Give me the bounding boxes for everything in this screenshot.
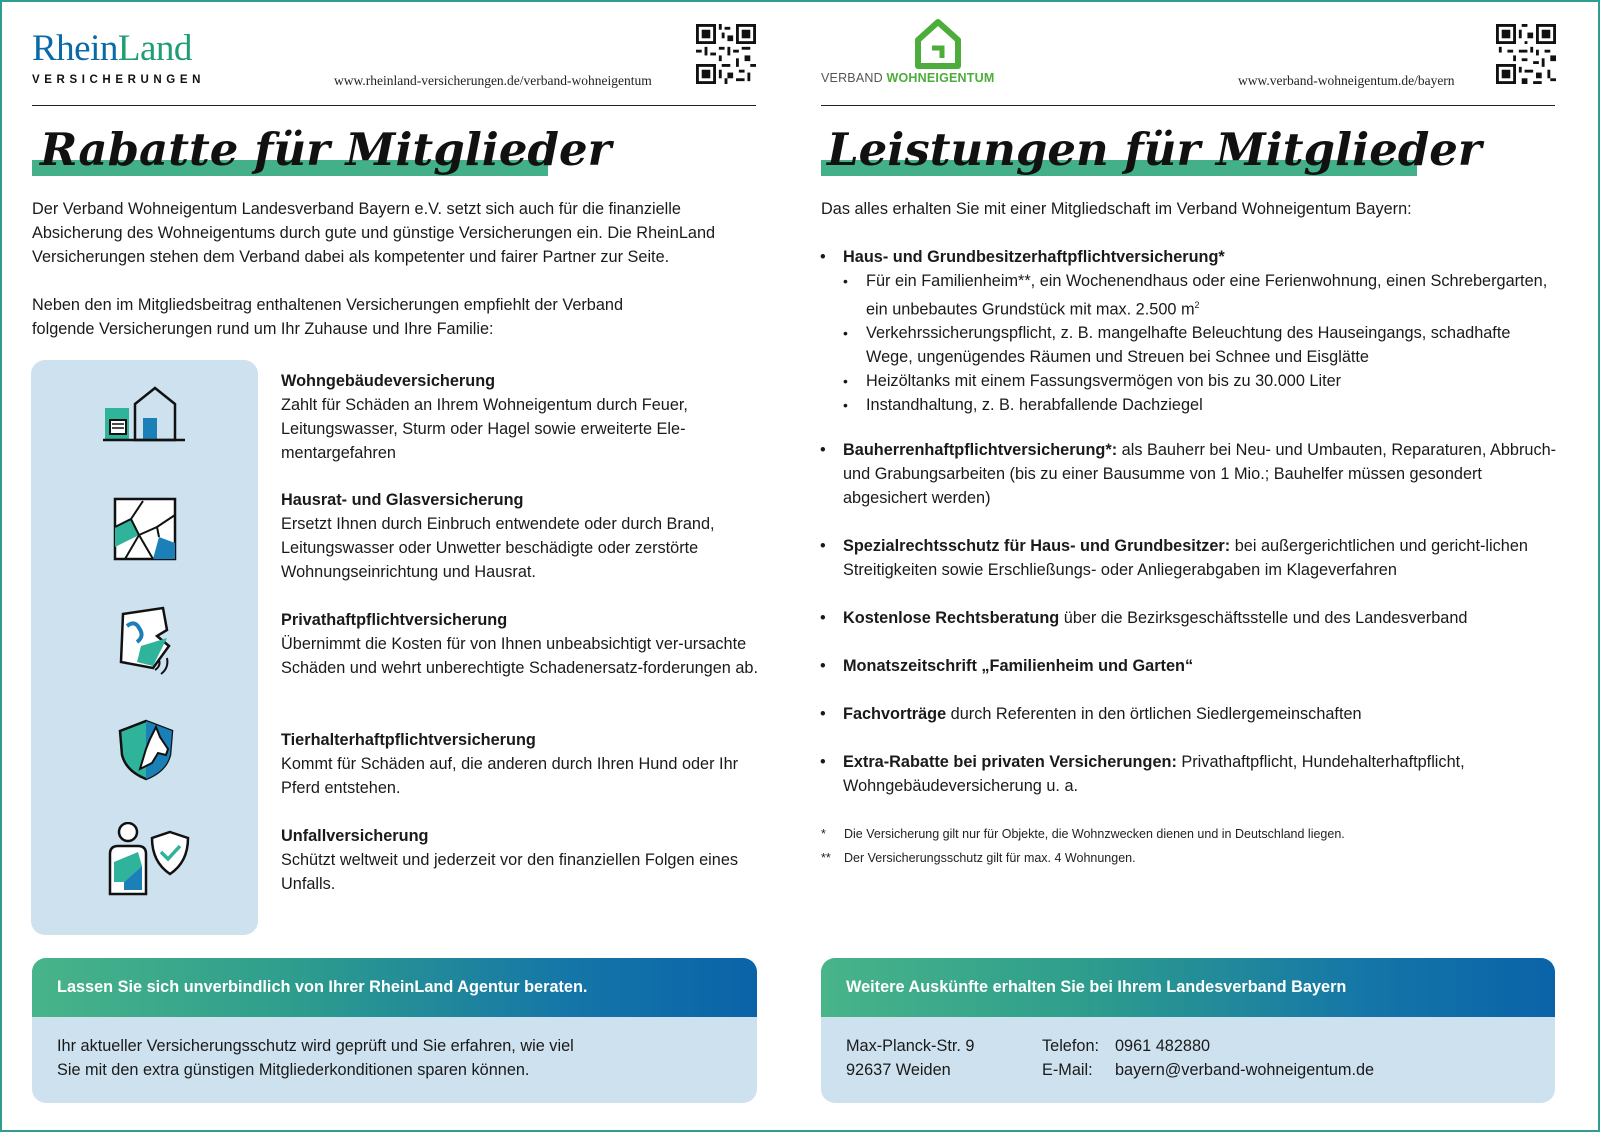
- address-street: Max-Planck-Str. 9: [846, 1037, 975, 1055]
- insurance-text: Ersetzt Ihnen durch Einbruch entwendete oder durch Brand, Leitungswasser oder Unwetter beschädigte oder zerstörte Wohnungseinrichtung und Hausrat.: [281, 515, 715, 581]
- contact-box-heading: Weitere Auskünfte erhalten Sie bei Ihrem Landesverband Bayern: [821, 958, 1555, 1017]
- phone-label: Telefon:: [1042, 1037, 1100, 1055]
- insurance-title: Hausrat- und Glasversicherung: [281, 491, 524, 509]
- rheinland-url[interactable]: www.rheinland-versicherungen.de/verband-wohneigentum: [334, 73, 652, 88]
- agency-contact-box: [32, 958, 757, 1103]
- benefit-item: • Spezialrechtsschutz für Haus- und Grundbesitzer: bei außergerichtlichen und gericht-lichen Streitigkeiten sowie Erschließungs- oder Anliegerabgaben im Klageverfahren: [820, 537, 1528, 579]
- house-logo-icon: [914, 18, 962, 70]
- benefit-subitem: Für ein Familienheim**, ein Wochenendhaus oder eine Ferienwohnung, einen Schrebergarten, ein unbebautes Grundstück mit max. 2.500 m: [866, 272, 1548, 319]
- benefit-subitem: Verkehrssicherungspflicht, z. B. mangelhafte Beleuchtung des Hauseingangs, schadhafte Wege, ungenügendes Räumen und Streuen bei Schnee und Eisglätte: [866, 324, 1511, 367]
- benefit-item: • Extra-Rabatte bei privaten Versicherungen: Privathaftpflicht, Hundehalterhaftpflicht, Wohngebäudeversicherung u. a.: [820, 753, 1465, 795]
- right-title-block: [821, 123, 1482, 176]
- torn-paper-icon: [117, 606, 175, 676]
- benefit-title: Haus- und Grundbesitzerhaftpflichtversicherung*: [843, 248, 1225, 266]
- house-garage-icon: [103, 384, 185, 442]
- page-title: Leistungen für Mitglieder: [827, 123, 1482, 176]
- benefit-item: • Monatszeitschrift „Familienheim und Garten“: [820, 657, 1194, 675]
- horse-shield-icon: [116, 719, 176, 781]
- footnote: * Die Versicherung gilt nur für Objekte, die Wohnzwecken dienen und in Deutschland liegen.: [821, 827, 1345, 841]
- intro-paragraph-2: Neben den im Mitgliedsbeitrag enthaltenen Versicherungen empfiehlt der Verband folgende Versicherungen rund um Ihr Zuhause und Ihre Familie:: [32, 296, 624, 338]
- rheinland-logo: RheinLand VERSICHERUNGEN: [32, 28, 206, 86]
- injured-person-shield-icon: [108, 822, 192, 896]
- email-label: E-Mail:: [1042, 1061, 1093, 1079]
- phone-number[interactable]: 0961 482880: [1115, 1037, 1211, 1055]
- insurance-item: [281, 369, 761, 465]
- benefit-item: • Haus- und Grundbesitzerhaftpflichtversicherung* • Für ein Familienheim**, ein Wochenendhaus oder eine Ferienwohnung, einen Schrebergarten, ein unbebautes Grundstück mit max. 2.500 $m^2$ • Verkehrssicherungspflicht, z. B. mangelhafte Beleuchtung des Hauseingangs, schadhafte Wege, ungenügendes Räumen und Streuen bei Schnee und Eisglätte • Heizöltanks mit einem Fassungsvermögen von bis zu 30.000 Liter • Instandhaltung, z. B. herabfallende Dachziegel: [820, 245, 1560, 417]
- header-divider: [32, 105, 756, 106]
- verband-url[interactable]: www.verband-wohneigentum.de/bayern: [1238, 73, 1455, 88]
- address-city: 92637 Weiden: [846, 1061, 951, 1079]
- qr-code-icon: [696, 24, 756, 84]
- agency-box-heading: Lassen Sie sich unverbindlich von Ihrer RheinLand Agentur beraten.: [32, 958, 757, 1017]
- email-address[interactable]: bayern@verband-wohneigentum.de: [1115, 1061, 1375, 1079]
- benefit-subitem: Heizöltanks mit einem Fassungsvermögen von bis zu 30.000 Liter: [866, 372, 1342, 391]
- insurance-item: [281, 488, 761, 584]
- insurance-item: [281, 608, 761, 680]
- insurance-item: [281, 728, 761, 800]
- insurance-text: Kommt für Schäden auf, die anderen durch Ihren Hund oder Ihr Pferd entstehen.: [281, 755, 739, 797]
- intro-paragraph: Das alles erhalten Sie mit einer Mitgliedschaft im Verband Wohneigentum Bayern:: [821, 200, 1412, 218]
- insurance-title: Wohngebäudeversicherung: [281, 372, 496, 390]
- insurance-title: Tierhalterhaftpflichtversicherung: [281, 731, 536, 749]
- agency-box-line: Ihr aktueller Versicherungsschutz wird geprüft und Sie erfahren, wie viel: [57, 1037, 574, 1055]
- left-title-block: [32, 123, 611, 176]
- insurance-title: Unfallversicherung: [281, 827, 429, 845]
- insurance-title: Privathaftpflichtversicherung: [281, 611, 508, 629]
- footnote: ** Der Versicherungsschutz gilt für max. 4 Wohnungen.: [821, 851, 1136, 865]
- landesverband-contact-box: [821, 958, 1555, 1103]
- intro-paragraph: Der Verband Wohneigentum Landesverband Bayern e.V. setzt sich auch für die finanzielle Absicherung des Wohneigentums durch gute und günstige Versicherungen ein. Die RheinLand Versicherungen stehen dem Verband dabei als kompetenter und fairer Partner zur Seite.: [32, 200, 716, 266]
- benefit-subitem: Instandhaltung, z. B. herabfallende Dachziegel: [866, 396, 1203, 415]
- insurance-text: Übernimmt die Kosten für von Ihnen unbeabsichtigt ver-ursachte Schäden und wehrt unberechtigte Schadenersatz-forderungen ab.: [281, 635, 759, 677]
- insurance-text: Schützt weltweit und jederzeit vor den finanziellen Folgen eines Unfalls.: [281, 851, 739, 893]
- benefit-item: • Kostenlose Rechtsberatung über die Bezirksgeschäftsstelle und des Landesverband: [820, 609, 1468, 627]
- page-title: Rabatte für Mitglieder: [40, 123, 612, 176]
- agency-box-line: Sie mit den extra günstigen Mitgliederkonditionen sparen können.: [57, 1061, 530, 1079]
- insurance-text: Zahlt für Schäden an Ihrem Wohneigentum durch Feuer, Leitungswasser, Sturm oder Hagel sowie erweiterte Ele-mentargefahren: [281, 396, 688, 462]
- benefit-item: • Bauherrenhaftpflichtversicherung*: als Bauherr bei Neu- und Umbauten, Reparaturen, Abbruch- und Grabungsarbeiten (bis zu einer Bausumme von 1 Mio.; Bauhelfer müssen gesondert abgesichert werden): [820, 441, 1557, 507]
- header-divider: [821, 105, 1555, 106]
- benefit-item: • Fachvorträge durch Referenten in den örtlichen Siedlergemeinschaften: [820, 705, 1362, 723]
- broken-glass-icon: [113, 497, 177, 561]
- insurance-item: [281, 824, 761, 896]
- qr-code-icon: [1496, 24, 1556, 84]
